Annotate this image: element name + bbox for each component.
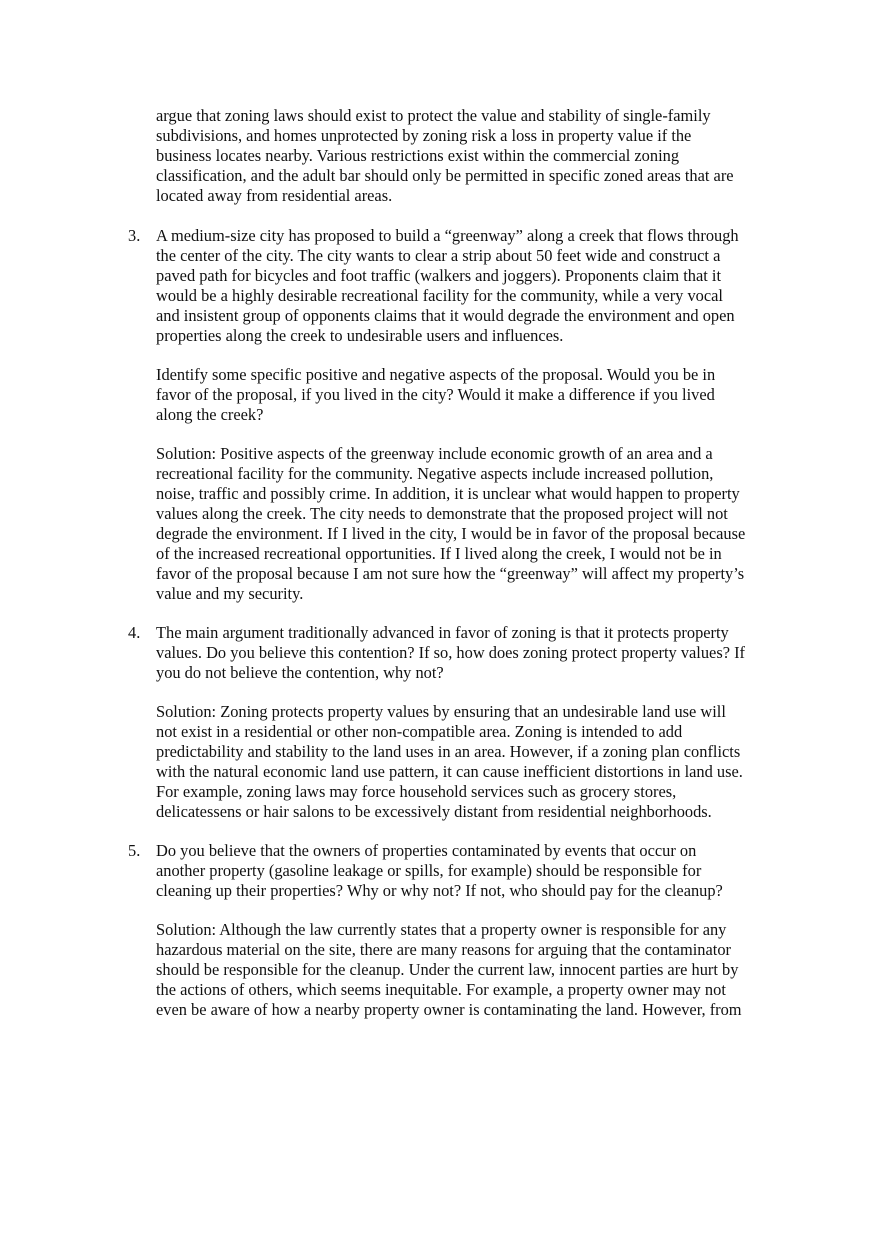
intro-line: argue that zoning laws should exist to protect the value and stability of single-family xyxy=(156,106,711,125)
solution-line: Solution: Although the law currently states that a property owner is responsible for any xyxy=(156,920,727,939)
question-line: Do you believe that the owners of properties contaminated by events that occur on xyxy=(156,841,697,860)
item-number: 3. xyxy=(128,226,141,245)
intro-line: classification, and the adult bar should only be permitted in specific zoned areas that are xyxy=(156,166,734,185)
solution-line: recreational facility for the community. Negative aspects include increased pollution, xyxy=(156,464,714,483)
question-line: cleaning up their properties? Why or why not? If not, who should pay for the cleanup? xyxy=(156,881,723,900)
solution-line: hazardous material on the site, there are many reasons for arguing that the contaminator xyxy=(156,940,731,959)
intro-line: business locates nearby. Various restrictions exist within the commercial zoning xyxy=(156,146,680,165)
question-line: the center of the city. The city wants to clear a strip about 50 feet wide and construct a xyxy=(156,246,721,265)
question-line: would be a highly desirable recreational facility for the community, while a very vocal xyxy=(156,286,723,305)
prompt-line: Identify some specific positive and negative aspects of the proposal. Would you be in xyxy=(156,365,716,384)
solution-line: not exist in a residential or other non-compatible area. Zoning is intended to add xyxy=(156,722,683,741)
solution-line: with the natural economic land use pattern, it can cause inefficient distortions in land use. xyxy=(156,762,743,781)
solution-line: For example, zoning laws may force household services such as grocery stores, xyxy=(156,782,677,801)
solution-line: Solution: Positive aspects of the greenway include economic growth of an area and a xyxy=(156,444,713,463)
solution-line: values along the creek. The city needs to demonstrate that the proposed project will not xyxy=(156,504,728,523)
solution-line: even be aware of how a nearby property owner is contaminating the land. However, from xyxy=(156,1000,742,1019)
solution-line: predictability and stability to the land uses in an area. However, if a zoning plan conflicts xyxy=(156,742,741,761)
question-line: properties along the creek to undesirable users and influences. xyxy=(156,326,564,345)
question-line: paved path for bicycles and foot traffic (walkers and joggers). Proponents claim that it xyxy=(156,266,721,285)
item-number: 4. xyxy=(128,623,141,642)
question-line: values. Do you believe this contention? If so, how does zoning protect property values? If xyxy=(156,643,745,662)
solution-line: the actions of others, which seems inequitable. For example, a property owner may not xyxy=(156,980,726,999)
question-line: you do not believe the contention, why not? xyxy=(156,663,444,682)
solution-line: Solution: Zoning protects property values by ensuring that an undesirable land use will xyxy=(156,702,726,721)
intro-line: subdivisions, and homes unprotected by zoning risk a loss in property value if the xyxy=(156,126,692,145)
question-line: and insistent group of opponents claims that it would degrade the environment and open xyxy=(156,306,735,325)
solution-line: noise, traffic and possibly crime. In addition, it is unclear what would happen to property xyxy=(156,484,740,503)
intro-line: located away from residential areas. xyxy=(156,186,393,205)
solution-line: value and my security. xyxy=(156,584,304,603)
solution-line: degrade the environment. If I lived in the city, I would be in favor of the proposal because xyxy=(156,524,746,543)
prompt-line: favor of the proposal, if you lived in the city? Would it make a difference if you lived xyxy=(156,385,715,404)
solution-line: delicatessens or hair salons to be excessively distant from residential neighborhoods. xyxy=(156,802,712,821)
item-number: 5. xyxy=(128,841,141,860)
question-line: The main argument traditionally advanced in favor of zoning is that it protects property xyxy=(156,623,729,642)
solution-line: favor of the proposal because I am not sure how the “greenway” will affect my property’s xyxy=(156,564,745,583)
prompt-line: along the creek? xyxy=(156,405,264,424)
solution-line: should be responsible for the cleanup. Under the current law, innocent parties are hurt by xyxy=(156,960,739,979)
solution-line: of the increased recreational opportunities. If I lived along the creek, I would not be in xyxy=(156,544,722,563)
question-line: A medium-size city has proposed to build a “greenway” along a creek that flows through xyxy=(156,226,739,245)
question-line: another property (gasoline leakage or spills, for example) should be responsible for xyxy=(156,861,702,880)
